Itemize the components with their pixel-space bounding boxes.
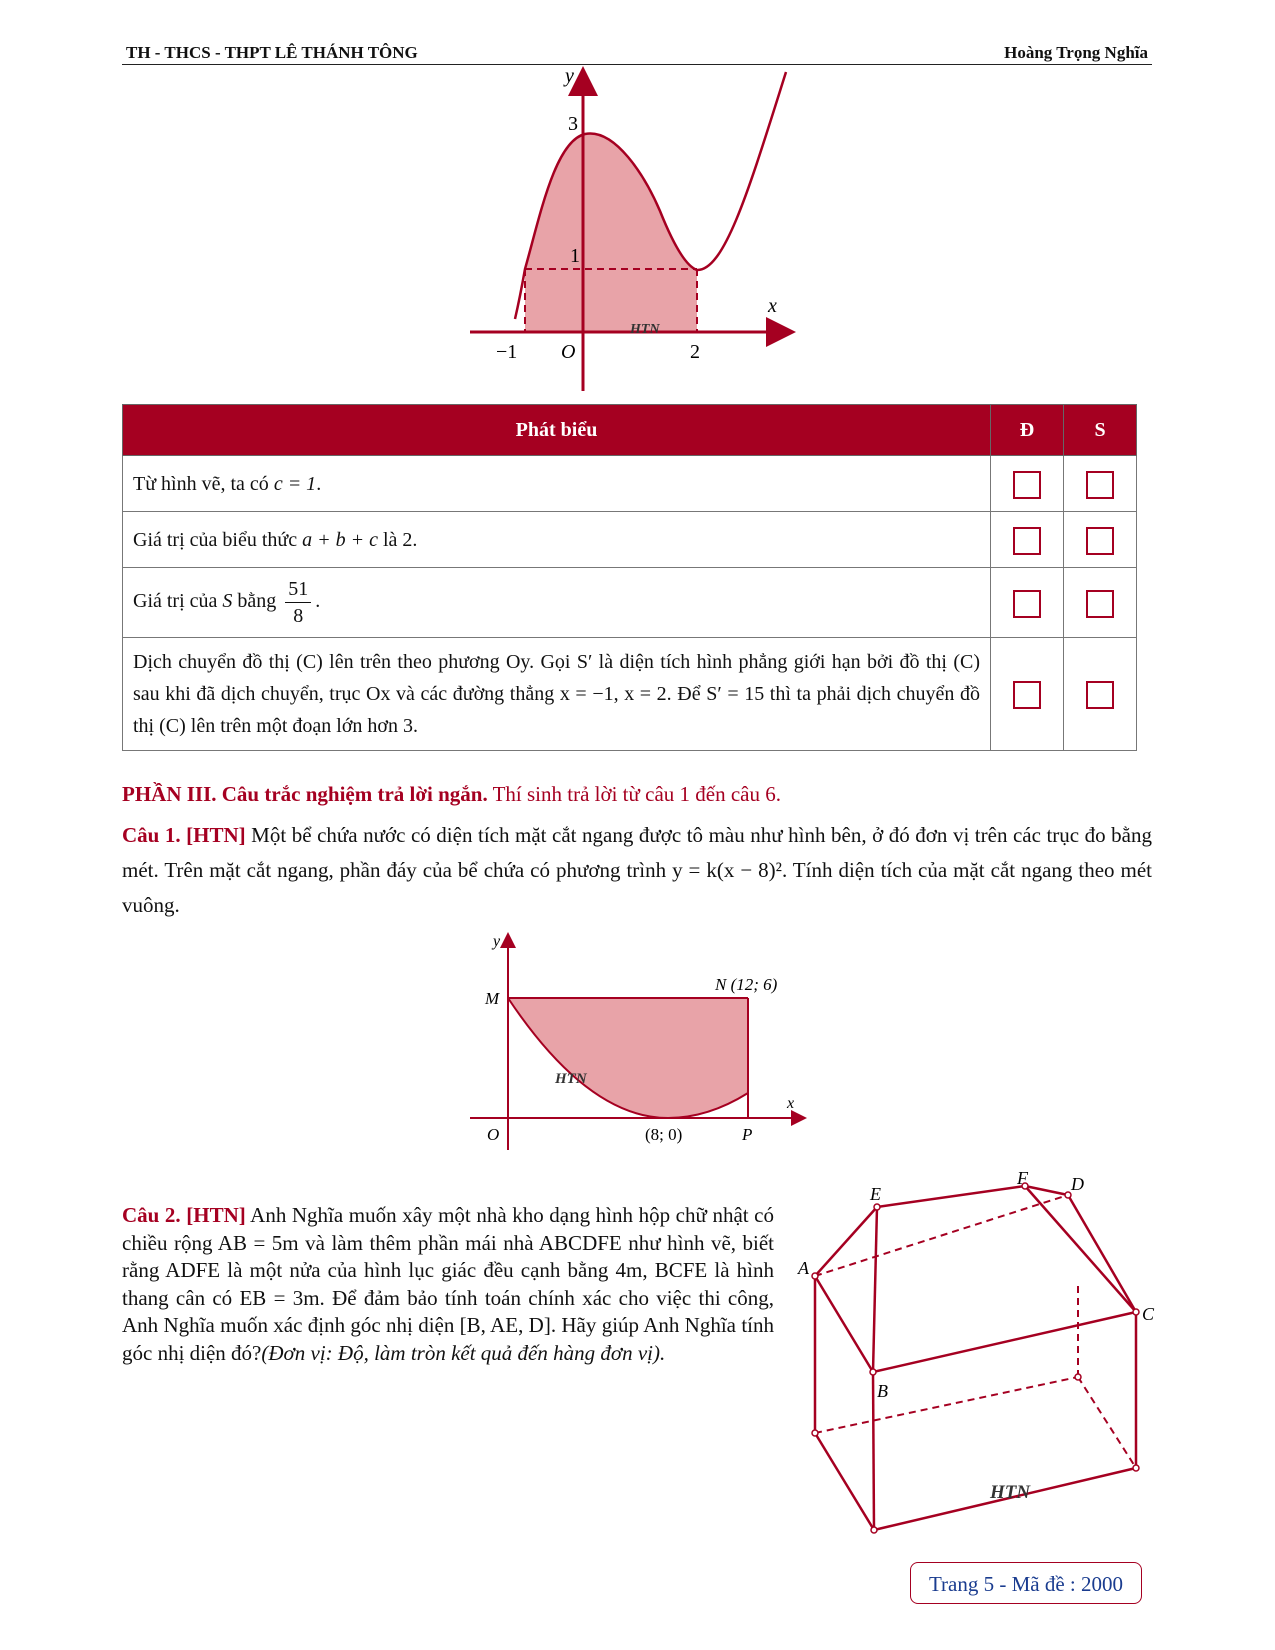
- table-row: [123, 568, 1137, 638]
- y-axis-label: y: [493, 933, 501, 950]
- tick-y3: 3: [568, 113, 578, 135]
- x-axis-label: x: [787, 1095, 795, 1112]
- section-heading: PHẦN III. Câu trắc nghiệm trả lời ngắn. Thí sinh trả lời từ câu 1 đến câu 6.: [122, 782, 782, 806]
- graph-cubic: [460, 66, 800, 396]
- table-row: [123, 456, 1137, 512]
- true-false-table: [122, 404, 1137, 751]
- origin-label: O: [487, 1125, 500, 1144]
- true-checkbox[interactable]: [1013, 681, 1041, 709]
- true-checkbox[interactable]: [1013, 590, 1041, 618]
- x-axis-label: x: [768, 295, 777, 317]
- author-name: Hoàng Trọng Nghĩa: [1004, 43, 1148, 62]
- vertex-b: B: [877, 1381, 888, 1401]
- htn-watermark: HTN: [630, 322, 660, 337]
- vertex-label: (8; 0): [645, 1125, 683, 1144]
- vertex-a: A: [798, 1258, 809, 1278]
- table-row: [123, 638, 1137, 751]
- y-axis-label: y: [565, 65, 574, 87]
- header-true: Đ: [991, 405, 1064, 456]
- tick-xm1: −1: [496, 341, 518, 363]
- tick-x2: 2: [690, 341, 700, 363]
- page-header: [122, 40, 1152, 65]
- statement-cell: Giá trị của biểu thức a + b + c là 2.: [123, 512, 991, 568]
- header-statement: Phát biểu: [123, 405, 991, 456]
- htn-watermark: HTN: [555, 1071, 587, 1087]
- shaded-cross-section: [508, 998, 748, 1118]
- point-m: M: [485, 989, 500, 1008]
- tick-y1: 1: [570, 245, 580, 267]
- vertex-f: F: [1017, 1168, 1028, 1188]
- school-name: TH - THCS - THPT LÊ THÁNH TÔNG: [126, 43, 418, 62]
- true-checkbox[interactable]: [1013, 527, 1041, 555]
- origin-label: O: [561, 341, 576, 363]
- point-p: P: [742, 1125, 753, 1144]
- statement-cell: Từ hình vẽ, ta có c = 1.: [123, 456, 991, 512]
- false-checkbox[interactable]: [1086, 471, 1114, 499]
- false-checkbox[interactable]: [1086, 527, 1114, 555]
- graph-tank: [465, 928, 815, 1153]
- question-1: Câu 1. [HTN] Một bể chứa nước có diện tích mặt cắt ngang được tô màu như hình bên, ở đó đơn vị trên các trục đo bằng mét. Trên mặt cắt ngang, phần đáy của bể chứa có phương trình y = k(x − 8)². Tính diện tích của mặt cắt ngang theo mét vuông.: [122, 823, 1152, 917]
- statement-cell: Dịch chuyển đồ thị (C) lên trên theo phương Oy. Gọi S′ là diện tích hình phẳng giới hạn bởi đồ thị (C) sau khi đã dịch chuyển, trục Ox và các đường thẳng x = −1, x = 2. Để S′ = 15 thì ta phải dịch chuyển đồ thị (C) lên trên một đoạn lớn hơn 3.: [123, 638, 991, 751]
- table-header-row: [123, 405, 1137, 456]
- point-n: N (12; 6): [715, 975, 778, 994]
- vertex-c: C: [1142, 1304, 1155, 1324]
- statement-cell: Giá trị của S bằng $\frac{51}{8}$ .: [123, 568, 991, 638]
- question-2: Câu 2. [HTN] Anh Nghĩa muốn xây một nhà kho dạng hình hộp chữ nhật có chiều rộng AB = 5m và làm thêm phần mái nhà ABCDFE như hình vẽ, biết rằng ADFE là một nửa của hình lục giác đều cạnh bằng 4m, BCFE là hình thang cân có EB = 3m. Để đảm bảo tính toán chính xác cho việc thi công, Anh Nghĩa muốn xác định góc nhị diện [B, AE, D]. Hãy giúp Anh Nghĩa tính góc nhị diện đó?(Đơn vị: Độ, làm tròn kết quả đến hàng đơn vị).: [122, 1203, 774, 1365]
- htn-watermark: HTN: [990, 1482, 1031, 1503]
- page-footer: Trang 5 - Mã đề : 2000: [910, 1562, 1142, 1604]
- false-checkbox[interactable]: [1086, 681, 1114, 709]
- table-row: [123, 512, 1137, 568]
- house-figure: [790, 1168, 1175, 1540]
- false-checkbox[interactable]: [1086, 590, 1114, 618]
- shaded-area: [525, 133, 697, 332]
- vertex-d: D: [1071, 1174, 1084, 1194]
- fraction: $\frac{51}{8}$: [285, 576, 311, 629]
- header-false: S: [1064, 405, 1137, 456]
- true-checkbox[interactable]: [1013, 471, 1041, 499]
- vertex-e: E: [870, 1184, 881, 1204]
